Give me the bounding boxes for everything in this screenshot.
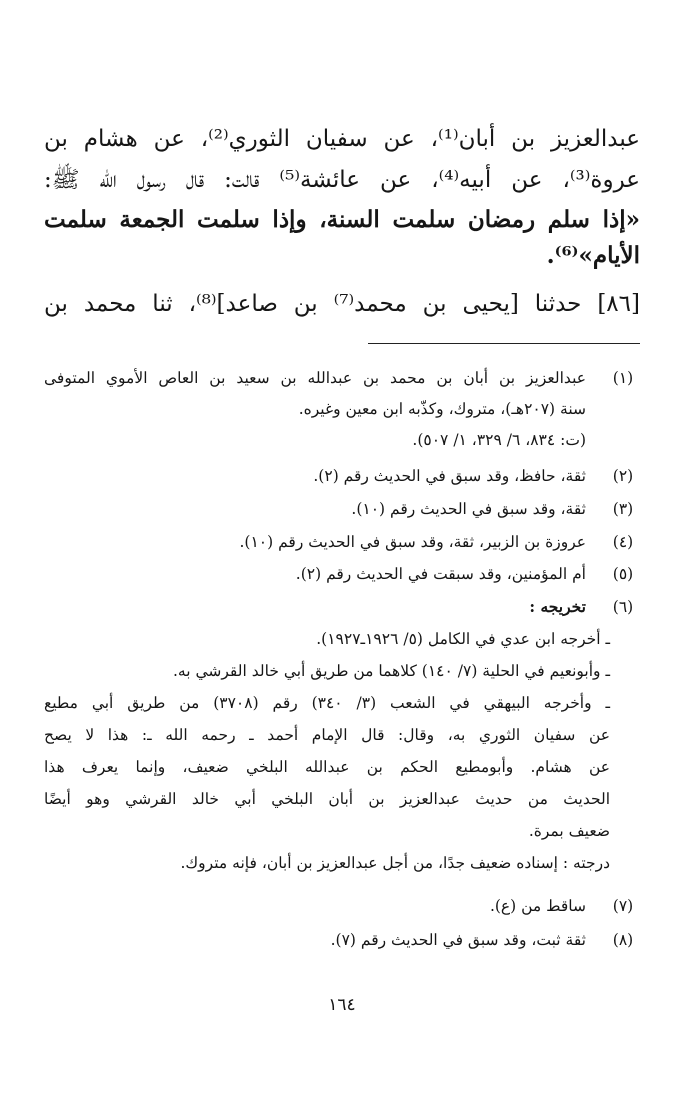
footnote-text: عن سفيان الثوري به، وقال: قال الإمام أحمد ـ رحمه الله ـ: هذا لا يصح <box>44 726 610 744</box>
footnote-text: ساقط من (ع). <box>489 897 586 915</box>
footnote-text: سنة (٢٠٧هـ)، متروك، وكذّبه ابن معين وغيره. <box>298 400 586 418</box>
footnote-number: (٣) <box>612 500 634 518</box>
main-line-4-hadith: الأيام»⁽⁶⁾. <box>546 242 640 269</box>
footnote-number: (٦) <box>612 598 634 616</box>
main-line-3-hadith: «إذا سلم رمضان سلمت السنة، وإذا سلمت الجمعة سلمت <box>44 206 640 233</box>
footnote-6 <box>44 592 640 892</box>
page-number: ١٦٤ <box>328 995 356 1015</box>
footnote-number: (٤) <box>612 533 634 551</box>
main-line-1: عبدالعزيز بن أبان⁽¹⁾، عن سفيان الثوري⁽²⁾، عن هشام بن <box>44 126 640 152</box>
footnote-number: (١) <box>612 369 634 387</box>
footnote-4 <box>44 527 640 557</box>
footnote-number: (٨) <box>612 931 634 949</box>
footnote-5 <box>44 559 640 589</box>
footnote-text: ـ وأبونعيم في الحلية (٧/ ١٤٠) كلاهما من طريق أبي خالد القرشي به. <box>173 662 610 680</box>
main-line-5-isnad: [٨٦] حدثنا [يحيى بن محمد⁽⁷⁾ بن صاعد]⁽⁸⁾، ثنا محمد بن <box>44 291 640 317</box>
footnote-text: عن هشام. وأبومطيع الحكم بن عبدالله البلخي ضعيف، وإنما يعرف هذا <box>44 758 610 776</box>
footnote-1 <box>44 363 640 455</box>
footnote-text: ـ أخرجه ابن عدي في الكامل (٥/ ١٩٢٦ـ١٩٢٧). <box>316 630 610 648</box>
footnote-text: (ت: ٨٣٤، ٦/ ٣٢٩، ١/ ٥٠٧). <box>412 431 586 449</box>
footnote-text: ثقة، وقد سبق في الحديث رقم (١٠). <box>351 500 586 518</box>
footnote-text: عبدالعزيز بن أبان بن محمد بن عبدالله بن سعيد بن العاص الأموي المتوفى <box>44 369 586 387</box>
main-text <box>44 110 640 330</box>
footnote-text: عروزة بن الزبير، ثقة، وقد سبق في الحديث رقم (١٠). <box>239 533 586 551</box>
footnote-number: (٥) <box>612 565 634 583</box>
footnote-separator <box>368 343 640 344</box>
footnote-text: ـ وأخرجه البيهقي في الشعب (٣/ ٣٤٠) رقم (٣٧٠٨) من طريق أبي مطيع <box>44 694 610 712</box>
footnote-text: أم المؤمنين، وقد سبقت في الحديث رقم (٢). <box>295 565 586 583</box>
takhrij-heading: تخريجه : <box>529 597 586 616</box>
footnote-3 <box>44 494 640 524</box>
footnote-8 <box>44 925 640 955</box>
footnote-text: درجته : إسناده ضعيف جدًا، من أجل عبدالعزيز بن أبان، فإنه متروك. <box>180 854 610 872</box>
footnote-7 <box>44 891 640 921</box>
footnote-text: ثقة ثبت، وقد سبق في الحديث رقم (٧). <box>330 931 586 949</box>
footnote-text: ضعيف بمرة. <box>528 822 610 840</box>
footnote-number: (٢) <box>612 467 634 485</box>
footnote-text: ثقة، حافظ، وقد سبق في الحديث رقم (٢). <box>313 467 586 485</box>
footnote-2 <box>44 461 640 491</box>
main-line-2: عروة⁽³⁾، عن أبيه⁽⁴⁾، عن عائشة⁽⁵⁾ قالت: قال رسول الله ﷺ: <box>44 167 640 193</box>
footnote-text: الحديث من حديث عبدالعزيز بن أبان البلخي أبي خالد القرشي وهو أيضًا <box>44 790 610 808</box>
footnote-number: (٧) <box>612 897 634 915</box>
